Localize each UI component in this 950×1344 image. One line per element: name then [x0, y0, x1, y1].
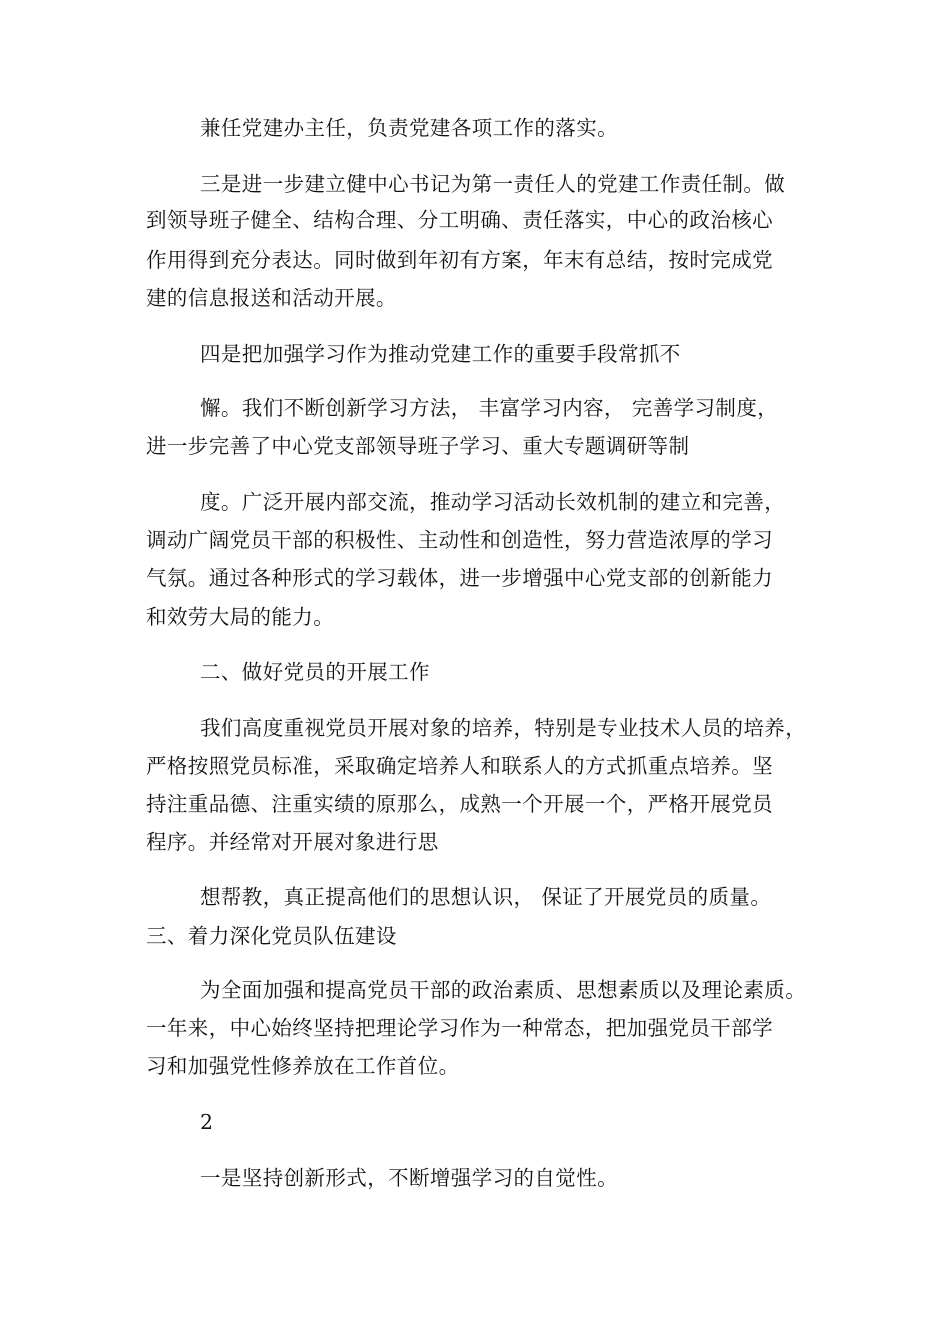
paragraph-line: 调动广阔党员干部的积极性、主动性和创造性，努力营造浓厚的学习	[146, 528, 773, 552]
paragraph-line: 一是坚持创新形式，不断增强学习的自觉性。	[200, 1166, 618, 1190]
paragraph-line: 一年来，中心始终坚持把理论学习作为一种常态，把加强党员干部学	[146, 1016, 773, 1040]
paragraph-line: 持注重品德、注重实绩的原那么，成熟一个开展一个，严格开展党员	[146, 792, 773, 816]
paragraph-line: 气氛。通过各种形式的学习载体，进一步增强中心党支部的创新能力	[146, 566, 773, 590]
paragraph-line: 到领导班子健全、结构合理、分工明确、责任落实，中心的政治核心	[146, 208, 773, 232]
paragraph-line: 我们高度重视党员开展对象的培养，特别是专业技术人员的培养，	[200, 716, 807, 740]
paragraph-line: 三是进一步建立健中心书记为第一责任人的党建工作责任制。做	[200, 172, 786, 196]
paragraph-line: 兼任党建办主任，负责党建各项工作的落实。	[200, 116, 618, 140]
paragraph-line: 作用得到充分表达。同时做到年初有方案，年末有总结，按时完成党	[146, 248, 773, 272]
paragraph-line: 懈。我们不断创新学习方法， 丰富学习内容， 完善学习制度，	[200, 396, 779, 420]
page-number: 2	[200, 1110, 214, 1134]
paragraph-line: 建的信息报送和活动开展。	[146, 286, 397, 310]
paragraph-line: 想帮教，真正提高他们的思想认识， 保证了开展党员的质量。	[200, 885, 772, 909]
paragraph-line: 严格按照党员标准，采取确定培养人和联系人的方式抓重点培养。坚	[146, 754, 773, 778]
paragraph-line: 习和加强党性修养放在工作首位。	[146, 1054, 460, 1078]
paragraph-line: 和效劳大局的能力。	[146, 605, 335, 629]
paragraph-line: 四是把加强学习作为推动党建工作的重要手段常抓不	[200, 342, 681, 366]
paragraph-line: 度。广泛开展内部交流，推动学习活动长效机制的建立和完善，	[200, 490, 786, 514]
section-heading: 三、着力深化党员队伍建设	[146, 924, 397, 948]
paragraph-line: 进一步完善了中心党支部领导班子学习、重大专题调研等制	[146, 434, 690, 458]
paragraph-line: 为全面加强和提高党员干部的政治素质、思想素质以及理论素质。	[200, 978, 807, 1002]
paragraph-line: 程序。并经常对开展对象进行思	[146, 830, 439, 854]
section-heading: 二、做好党员的开展工作	[200, 660, 430, 684]
